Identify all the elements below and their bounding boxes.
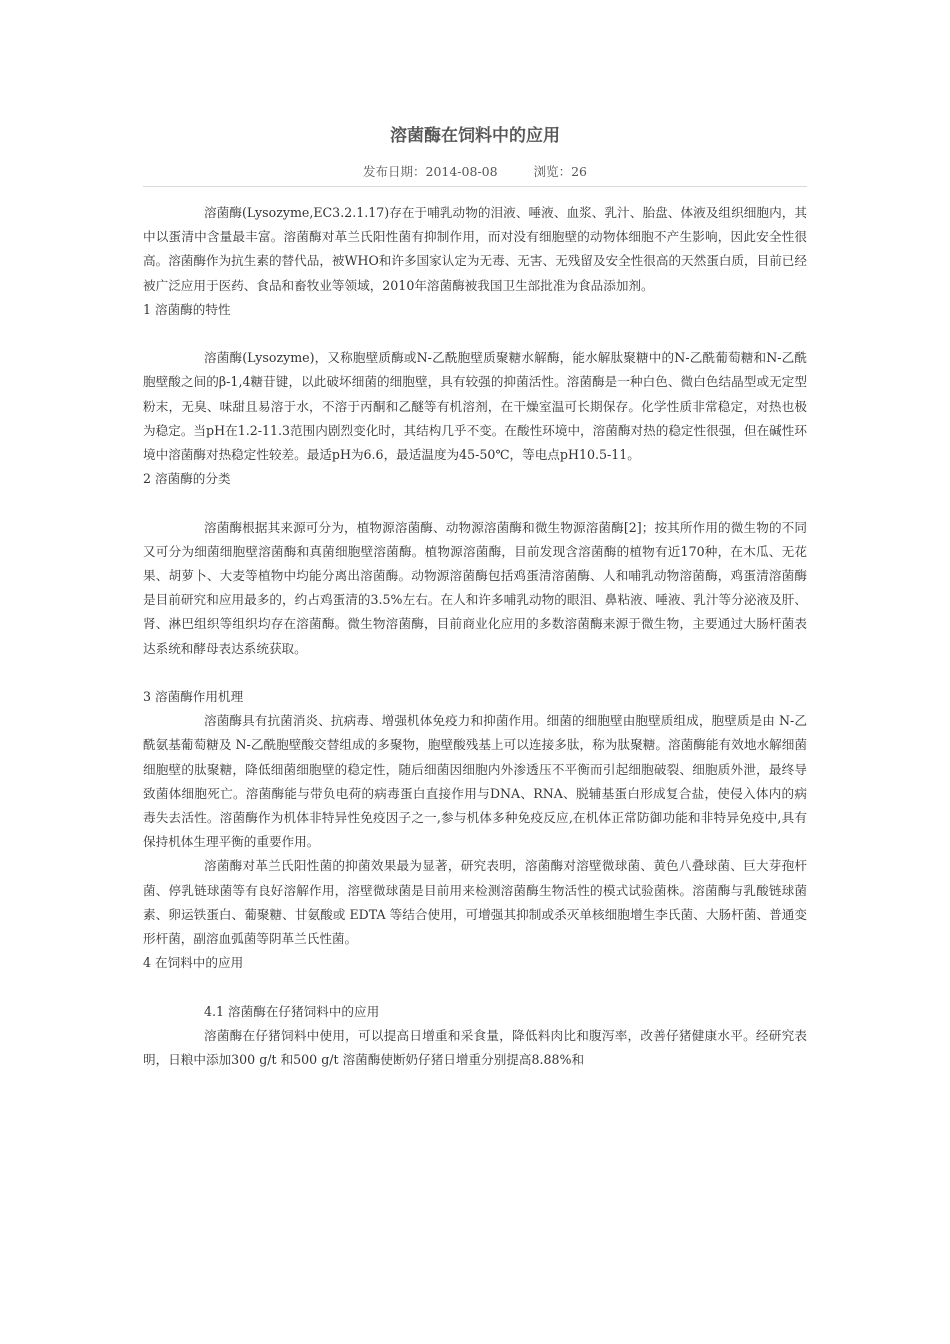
subsection-heading-4-1: 4.1 溶菌酶在仔猪饲料中的应用 <box>204 1003 380 1019</box>
views-label: 浏览： <box>533 164 572 179</box>
paragraph-properties: 溶菌酶(Lysozyme)，又称胞壁质酶或N-乙酰胞壁质聚糖水解酶，能水解肽聚糖中的N-乙酰葡萄糖和N-乙酰胞壁酸之间的β-1,4糖苷键，以此破坏细菌的细胞壁，具有较强的抑菌活性。溶菌酶是一种白色、微白色结晶型或无定型粉末，无臭、味甜且易溶于水，不溶于丙酮和乙醚等有机溶剂，在干燥室温可长期保存。化学性质非常稳定，对热也极为稳定。当pH在1.2-11.3范围内剧烈变化时，其结构几乎不变。在酸性环境中，溶菌酶对热的稳定性很强，但在碱性环境中溶菌酶对热稳定性较差。最适pH为6.6，最适温度为45-50℃，等电点pH10.5-11。 <box>143 350 807 463</box>
section-heading-4: 4 在饲料中的应用 <box>143 955 244 971</box>
section-heading-2: 2 溶菌酶的分类 <box>143 471 231 487</box>
paragraph-piglet-feed: 溶菌酶在仔猪饲料中使用，可以提高日增重和采食量，降低料肉比和腹泻率，改善仔猪健康水平。经研究表明，日粮中添加300 g/t 和500 g/t 溶菌酶使断奶仔猪日增重分别提高8.88%和 <box>143 1027 807 1068</box>
section-heading-3: 3 溶菌酶作用机理 <box>143 689 244 705</box>
article-body <box>143 201 807 1072</box>
article-meta <box>143 161 807 183</box>
paragraph-mechanism: 溶菌酶具有抗菌消炎、抗病毒、增强机体免疫力和抑菌作用。细菌的细胞壁由胞壁质组成，胞壁质是由 N-乙酰氨基葡萄糖及 N-乙酰胞壁酸交替组成的多聚物，胞壁酸残基上可以连接多肽，称为肽聚糖。溶菌酶能有效地水解细菌细胞壁的肽聚糖，降低细菌细胞壁的稳定性，随后细菌因细胞内外渗透压不平衡而引起细胞破裂、细胞质外泄，最终导致菌体细胞死亡。溶菌酶能与带负电荷的病毒蛋白直接作用与DNA、RNA、脱辅基蛋白形成复合盐，使侵入体内的病毒失去活性。溶菌酶作为机体非特异性免疫因子之一,参与机体多种免疫反应,在机体正常防御功能和非特异免疫中,具有保持机体生理平衡的重要作用。 <box>143 713 807 850</box>
section-heading-1: 1 溶菌酶的特性 <box>143 301 231 317</box>
paragraph-classification: 溶菌酶根据其来源可分为，植物源溶菌酶、动物源溶菌酶和微生物源溶菌酶[2]；按其所作用的微生物的不同又可分为细菌细胞壁溶菌酶和真菌细胞壁溶菌酶。植物源溶菌酶，目前发现含溶菌酶的植物有近170种，在木瓜、无花果、胡萝卜、大麦等植物中均能分离出溶菌酶。动物源溶菌酶包括鸡蛋清溶菌酶、人和哺乳动物溶菌酶，鸡蛋清溶菌酶是目前研究和应用最多的，约占鸡蛋清的3.5%左右。在人和许多哺乳动物的眼泪、鼻粘液、唾液、乳汁等分泌液及肝、肾、淋巴组织等组织均存在溶菌酶。微生物溶菌酶，目前商业化应用的多数溶菌酶来源于微生物，主要通过大肠杆菌表达系统和酵母表达系统获取。 <box>143 519 807 656</box>
paragraph-intro: 溶菌酶(Lysozyme,EC3.2.1.17)存在于哺乳动物的泪液、唾液、血浆、乳汁、胎盘、体液及组织细胞内，其中以蛋清中含量最丰富。溶菌酶对革兰氏阳性菌有抑制作用，而对没有细胞壁的动物体细胞不产生影响，因此安全性很高。溶菌酶作为抗生素的替代品，被WHO和许多国家认定为无毒、无害、无残留及安全性很高的天然蛋白质，目前已经被广泛应用于医药、食品和畜牧业等领域，2010年溶菌酶被我国卫生部批准为食品添加剂。 <box>143 205 807 293</box>
views-count: 26 <box>571 164 587 179</box>
publish-date: 2014-08-08 <box>425 164 498 179</box>
title-divider <box>143 186 807 187</box>
paragraph-antibacterial: 溶菌酶对革兰氏阳性菌的抑菌效果最为显著，研究表明，溶菌酶对溶壁微球菌、黄色八叠球菌、巨大芽孢杆菌、停乳链球菌等有良好溶解作用，溶壁微球菌是目前用来检测溶菌酶生物活性的模式试验菌株。溶菌酶与乳酸链球菌素、卵运铁蛋白、葡聚糖、甘氨酸或 EDTA 等结合使用，可增强其抑制或杀灭单核细胞增生李氏菌、大肠杆菌、普通变形杆菌，副溶血弧菌等阴革兰氏性菌。 <box>143 858 807 947</box>
publish-date-label: 发布日期： <box>362 164 426 179</box>
article-title: 溶菌酶在饲料中的应用 <box>390 126 560 146</box>
